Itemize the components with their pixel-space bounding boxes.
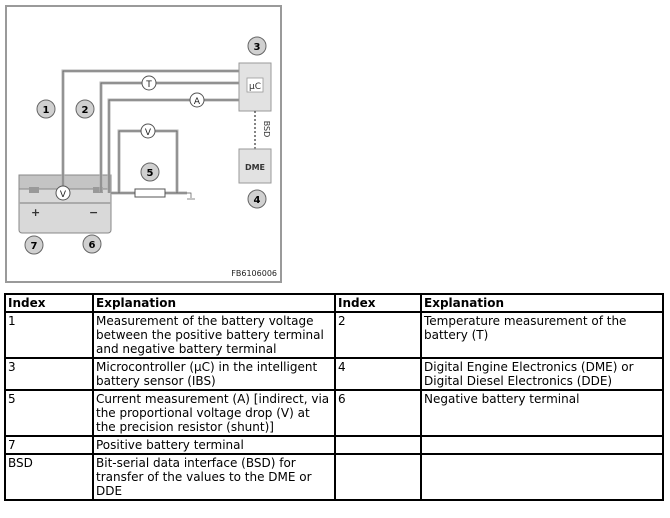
explanation-cell: Bit-serial data interface (BSD) for transfer of the values to the DME or DDE [93,454,335,500]
svg-text:V: V [59,190,67,200]
svg-text:2: 2 [81,105,89,116]
voltage-symbol-battery [56,186,70,200]
index-cell: BSD [5,454,93,500]
ibs-diagram [5,5,282,283]
explanation-cell: Negative battery terminal [421,390,663,436]
explanation-cell: Current measurement (A) [indirect, via the proportional voltage drop (V) at the precision resistor (shunt)] [93,390,335,436]
callout-6 [83,235,101,253]
header-explanation-1: Explanation [93,294,335,312]
shunt-resistor [135,189,165,197]
explanation-cell: Temperature measurement of the battery (T) [421,312,663,358]
svg-text:T: T [146,80,152,90]
index-cell: 6 [335,390,421,436]
header-explanation-2: Explanation [421,294,663,312]
explanation-cell: Positive battery terminal [93,436,335,454]
svg-text:A: A [193,97,201,107]
table-row [5,390,663,436]
temperature-symbol [142,76,156,90]
svg-text:7: 7 [30,241,38,252]
table-header-row [5,294,663,312]
diagram-svg [7,7,280,281]
callout-7 [25,236,43,254]
uc-label: µC [248,82,262,92]
bsd-label: BSD [262,120,271,138]
callout-1 [37,100,55,118]
explanation-cell [421,454,663,500]
callout-3 [248,37,266,55]
callout-2 [76,100,94,118]
callout-4 [248,190,266,208]
figure-id: FB6106006 [231,269,277,278]
index-cell [335,436,421,454]
table-row [5,358,663,390]
svg-text:4: 4 [253,195,261,206]
battery [19,175,111,233]
header-index-1: Index [5,294,93,312]
voltage-symbol-shunt [141,124,155,138]
minus-label: − [89,206,99,219]
svg-text:V: V [144,128,152,138]
explanation-cell: Measurement of the battery voltage between the positive battery terminal and negative battery terminal [93,312,335,358]
explanation-cell: Digital Engine Electronics (DME) or Digital Diesel Electronics (DDE) [421,358,663,390]
plus-label: + [31,206,41,219]
svg-text:6: 6 [88,240,96,251]
explanation-cell [421,436,663,454]
legend-table [4,293,664,501]
index-cell: 3 [5,358,93,390]
svg-text:5: 5 [146,168,154,179]
header-index-2: Index [335,294,421,312]
table-row [5,312,663,358]
index-cell: 1 [5,312,93,358]
dme-label: DME [244,163,266,172]
index-cell [335,454,421,500]
dme-unit [239,149,271,183]
table-row [5,436,663,454]
svg-text:1: 1 [42,105,50,116]
explanation-cell: Microcontroller (µC) in the intelligent battery sensor (IBS) [93,358,335,390]
index-cell: 4 [335,358,421,390]
microcontroller [239,63,271,111]
callout-5 [141,163,159,181]
svg-text:3: 3 [253,42,261,53]
index-cell: 2 [335,312,421,358]
index-cell: 5 [5,390,93,436]
current-symbol [190,93,204,107]
index-cell: 7 [5,436,93,454]
table-row [5,454,663,500]
